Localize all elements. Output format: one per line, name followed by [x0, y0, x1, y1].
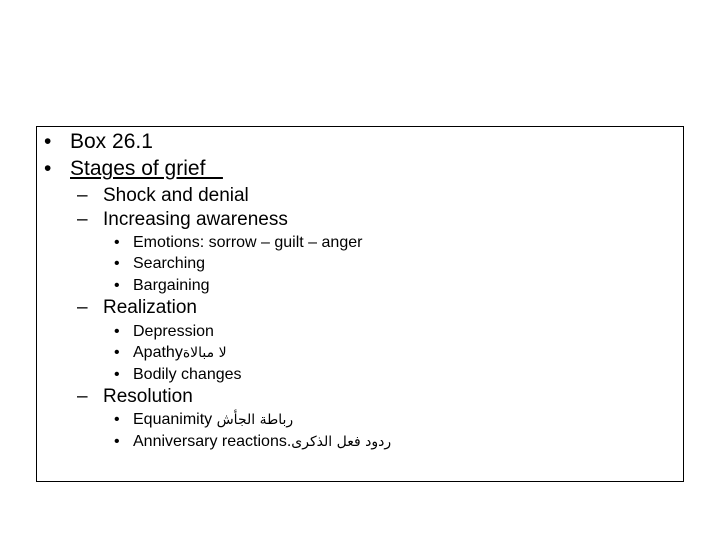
bullet-icon: •	[114, 277, 120, 294]
bullet-icon: •	[114, 255, 120, 272]
bullet-icon: •	[114, 344, 120, 361]
anniversary-arabic-text: ردود فعل الذكرى	[291, 434, 392, 450]
content-box	[36, 126, 684, 482]
apathy-arabic-text: لا مبالاة	[182, 345, 227, 361]
bullet-icon: •	[114, 323, 120, 340]
box-number-text: Box 26.1	[70, 130, 153, 153]
realization-item-text: Bodily changes	[133, 366, 242, 383]
bullet-icon: •	[44, 157, 52, 180]
apathy-english-text: Apathy	[133, 344, 183, 361]
bullet-icon: •	[114, 411, 120, 428]
realization-item-text: Depression	[133, 323, 214, 340]
stage-shock-text: Shock and denial	[103, 185, 249, 206]
equanimity-english-text: Equanimity	[133, 411, 217, 428]
realization-item-text	[133, 344, 227, 362]
stage-resolution-text: Resolution	[103, 386, 193, 407]
stages-of-grief-heading: Stages of grief	[70, 157, 223, 180]
resolution-item-text	[133, 411, 293, 429]
bullet-icon: •	[114, 433, 120, 450]
awareness-item-text: Searching	[133, 255, 206, 272]
stage-realization-text: Realization	[103, 297, 197, 318]
bullet-icon: •	[114, 366, 120, 383]
dash-icon: –	[77, 297, 88, 318]
dash-icon: –	[77, 386, 88, 407]
awareness-item-text: Bargaining	[133, 277, 210, 294]
dash-icon: –	[77, 185, 88, 206]
bullet-icon: •	[114, 234, 120, 251]
stage-awareness-text: Increasing awareness	[103, 209, 288, 230]
equanimity-arabic-text: رباطة الجأش	[216, 412, 294, 428]
awareness-item-text: Emotions: sorrow – guilt – anger	[133, 234, 363, 251]
resolution-item-text	[133, 433, 391, 451]
dash-icon: –	[77, 209, 88, 230]
anniversary-english-text: Anniversary reactions.	[133, 433, 292, 450]
bullet-icon: •	[44, 130, 52, 153]
